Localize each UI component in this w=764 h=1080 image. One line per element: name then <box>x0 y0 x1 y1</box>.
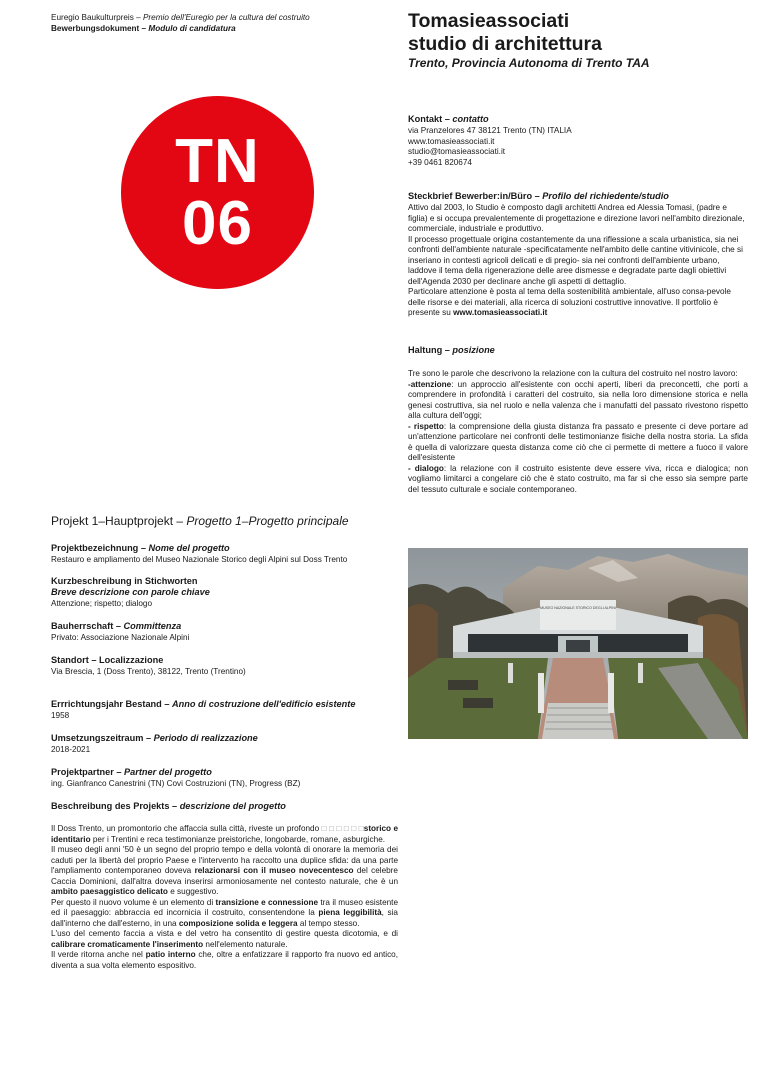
description-paragraph-4: L'uso del cemento faccia a vista e del vetro ha consentito di gestire questa dicotomia, e di calibrare cromaticamente l'inserimento nell'elemento naturale. <box>51 929 398 949</box>
construction-year-value: 1958 <box>51 711 70 720</box>
document-header <box>51 13 391 34</box>
partners-value: ing. Gianfranco Canestrini (TN) Covi Costruzioni (TN), Progress (BZ) <box>51 779 301 788</box>
profile-paragraph-2: Il processo progettuale origina costantemente da una riflessione a scala urbanistica, sia nei confronti dell'ambiente naturale -specificatamente nell'ambito delle cantine vitivinicole, che si inseriano in contesti agricoli delicati e di pregio- sia nei confronti dell'ambiente urbano, laddove il tema della rigenerazione delle aree dismesse e degradate parte dagli obiettivi dell'Agenda 2030 per declinare anche gli aspetti di dettaglio. <box>408 234 743 286</box>
field-client: Bauherrschaft – Committenza Privato: Associazione Nazionale Alpini <box>51 621 391 644</box>
contact-address: via Pranzelores 47 38121 Trento (TN) ITALIA <box>408 126 572 135</box>
portfolio-link[interactable]: www.tomasieassociati.it <box>453 308 548 317</box>
studio-header <box>408 10 748 70</box>
position-section <box>408 345 748 495</box>
badge-line-2: 06 <box>182 188 253 258</box>
field-location: Standort – Localizzazione Via Brescia, 1 (Doss Trento), 38122, Trento (Trentino) <box>51 655 391 678</box>
studio-location: Trento, Provincia Autonoma di Trento TAA <box>408 56 650 70</box>
field-keywords: Kurzbeschreibung in Stichworten Breve descrizione con parole chiave Attenzione; rispetto; dialogo <box>51 576 391 610</box>
contact-heading: Kontakt – contatto <box>408 114 489 124</box>
header-line-prize: Euregio Baukulturpreis – Premio dell'Euregio per la cultura del costruito <box>51 13 310 22</box>
position-item-dialogue: - dialogo: la relazione con il costruito esistente deve essere viva, ricca e dialogica; non vogliamo limitarci a congelare ciò che è stato costruito, ma far sì che esso sia sempre parte del tessuto culturale e sociale contemporaneo. <box>408 463 748 494</box>
contact-email[interactable]: studio@tomasieassociati.it <box>408 147 506 156</box>
field-partners: Projektpartner – Partner del progetto ing. Gianfranco Canestrini (TN) Covi Costruzioni (TN), Progress (BZ) <box>51 767 391 790</box>
description-paragraph-5: Il verde ritorna anche nel patio interno che, oltre a enfatizzare il rapporto fra nuovo ed antico, diventa a sua volta elemento espositivo. <box>51 950 399 970</box>
profile-heading: Steckbrief Bewerber:in/Büro – Profilo del richiedente/studio <box>408 191 669 201</box>
museum-photo-illustration <box>408 548 748 739</box>
field-construction-year: Errrichtungsjahr Bestand – Anno di costruzione dell'edificio esistente 1958 <box>51 699 391 722</box>
position-intro: Tre sono le parole che descrivono la relazione con la cultura del costruito nel nostro lavoro: <box>408 369 738 378</box>
profile-section <box>408 191 748 319</box>
location-value: Via Brescia, 1 (Doss Trento), 38122, Trento (Trentino) <box>51 667 246 676</box>
field-project-name: Projektbezeichnung – Nome del progetto Restauro e ampliamento del Museo Nazionale Storico degli Alpini sul Doss Trento <box>51 543 391 566</box>
project-name-value: Restauro e ampliamento del Museo Nazionale Storico degli Alpini sul Doss Trento <box>51 555 348 564</box>
studio-name: Tomasieassociati studio di architettura <box>408 10 602 55</box>
position-item-attention: -attenzione: un approccio all'esistente con occhi aperti, liberi da preconcetti, che porti a comprendere in profondità i caratteri del costruito, sia nella loro dimensione storica e nella genesi costruttiva, sia nel ruolo e nella valenza che i manufatti del passato rivestono rispetto alla cultura dell'oggi; <box>408 379 748 420</box>
description-paragraph-1: Il Doss Trento, un promontorio che affaccia sulla città, riveste un profondo □ □ □ □ □ □storico e identitario per i Trentini e reca testimonianze preistoriche, longobarde, romane, asburgiche. <box>51 824 398 844</box>
realization-period-value: 2018-2021 <box>51 745 91 754</box>
contact-website[interactable]: www.tomasieassociati.it <box>408 136 495 146</box>
contact-section <box>408 114 748 168</box>
field-realization-period: Umsetzungszeitraum – Periodo di realizzazione 2018-2021 <box>51 733 391 756</box>
province-badge <box>121 96 314 289</box>
header-line-document: Bewerbungsdokument – Modulo di candidatura <box>51 23 236 33</box>
museum-photo <box>408 548 748 739</box>
field-description-heading: Beschreibung des Projekts – descrizione del progetto <box>51 801 286 811</box>
description-paragraph-3: Per questo il nuovo volume è un elemento di transizione e connessione tra il museo esistente ed il paesaggio: abbraccia ed incornicia il costruito, consentendone la piena leggibilità, sia dall'interno che dall'esterno, in una composizione solida e leggera al tempo stesso. <box>51 897 398 928</box>
document-label-de: Bewerbungsdokument <box>51 23 140 33</box>
description-paragraph-2: Il museo degli anni '50 è un segno del proprio tempo e della volontà di onorare la memoria dei caduti per la libertà del proprio Paese e l'intervento ha raccolto una duplice sfida: da una parte l'ampliamento contemporaneo doveva relazionarsi con il museo novecentesco del celebre Caccia Dominioni, dall'altra doveva inserirsi armoniosamente nel contesto naturale, che è un ambito paesaggistico delicato e suggestivo. <box>51 845 398 896</box>
profile-paragraph-3: Particolare attenzione è posta al tema della sostenibilità ambientale, all'uso consa-pevole delle risorse e dei materiali, alla ricerca di soluzioni costruttive innovative. Il portfolio è presente su www.tomasieassociati.it <box>408 287 731 317</box>
position-item-respect: - rispetto: la comprensione della giusta distanza fra passato e presente ci deve portare ad un'attenzione particolare nei confronti delle testimonianze fisiche della nostra storia. La sfida è quella di valorizzare questa distanza come ciò che ci permette di mettere a fuoco il valore dell'esistente <box>408 421 748 462</box>
museum-sign: MUSEO NAZIONALE STORICO DEGLI ALPINI <box>540 606 616 610</box>
client-value: Privato: Associazione Nazionale Alpini <box>51 633 190 642</box>
project-description <box>51 824 398 971</box>
contact-phone: +39 0461 820674 <box>408 157 472 167</box>
project-title: Projekt 1–Hauptprojekt – Progetto 1–Progetto principale <box>51 514 349 528</box>
prize-label-de: Euregio Baukulturpreis <box>51 13 134 22</box>
keywords-value: Attenzione; rispetto; dialogo <box>51 599 153 608</box>
prize-label-it: Premio dell'Euregio per la cultura del costruito <box>142 13 310 22</box>
profile-paragraph-1: Attivo dal 2003, lo Studio è composto dagli architetti Andrea ed Alessia Tomasi, (padre e figlia) e si occupa prevalentemente di progettazione e direzione lavori nell'ambito direzionale, commerciale, industriale e produttivo. <box>408 203 745 233</box>
position-heading: Haltung – posizione <box>408 345 495 355</box>
document-label-it: Modulo di candidatura <box>148 23 236 33</box>
badge-line-1: TN <box>175 126 260 196</box>
